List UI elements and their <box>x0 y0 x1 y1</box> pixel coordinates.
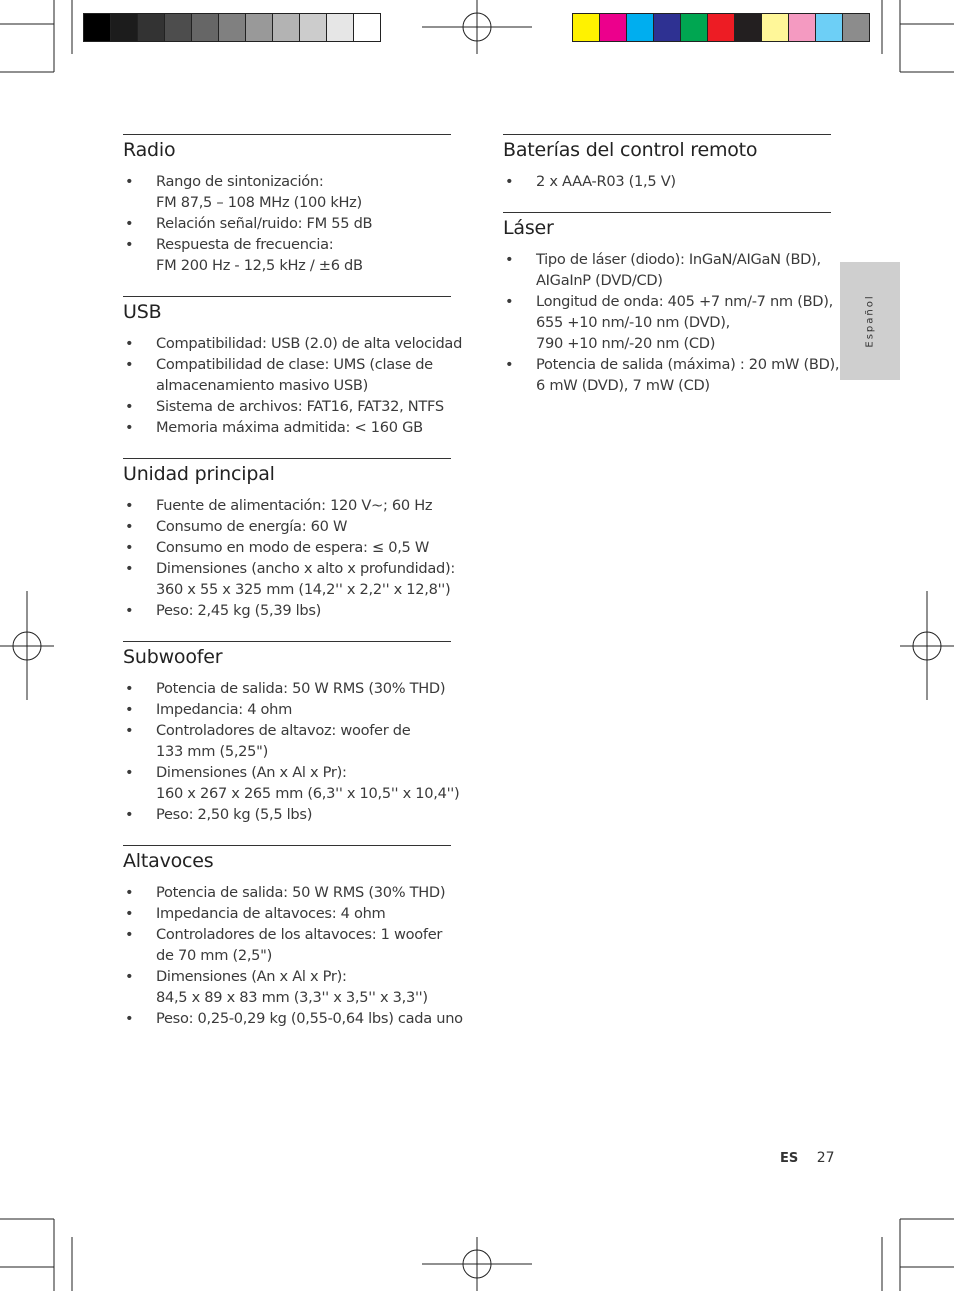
spec-text: Respuesta de frecuencia: <box>156 236 334 253</box>
color-swatch <box>354 14 380 41</box>
section-heading: Subwoofer <box>123 646 223 668</box>
spec-text: Longitud de onda: 405 +7 nm/-7 nm (BD), <box>536 293 833 310</box>
spec-text: Dimensiones (An x Al x Pr): <box>156 764 347 781</box>
spec-section-baterias-del-control-remoto <box>503 134 831 192</box>
bullet-icon: • <box>125 884 134 901</box>
color-swatch <box>84 14 111 41</box>
spec-list-item <box>123 495 451 516</box>
left-column <box>123 134 463 1049</box>
grayscale-calibration-strip <box>83 13 381 42</box>
spec-list-item <box>123 516 451 537</box>
spec-text: Consumo en modo de espera: ≤ 0,5 W <box>156 539 429 556</box>
spec-list-item <box>123 1008 463 1029</box>
bullet-icon: • <box>125 968 134 985</box>
color-swatch <box>762 14 789 41</box>
spec-text: Dimensiones (An x Al x Pr): <box>156 968 347 985</box>
spec-list-item <box>123 720 451 762</box>
color-swatch <box>300 14 327 41</box>
spec-list-item <box>123 924 451 966</box>
color-swatch <box>165 14 192 41</box>
bullet-icon: • <box>125 806 134 823</box>
bullet-icon: • <box>125 419 134 436</box>
color-swatch <box>192 14 219 41</box>
spec-text: Controladores de los altavoces: 1 woofer <box>156 926 443 943</box>
bullet-icon: • <box>125 518 134 535</box>
spec-list-item <box>123 354 451 396</box>
section-heading: Radio <box>123 139 176 161</box>
spec-text: Memoria máxima admitida: < 160 GB <box>156 419 423 436</box>
spec-text: 133 mm (5,25") <box>156 743 268 760</box>
bullet-icon: • <box>125 215 134 232</box>
color-swatch <box>246 14 273 41</box>
bullet-icon: • <box>125 905 134 922</box>
spec-list <box>123 678 460 825</box>
spec-text: Peso: 0,25-0,29 kg (0,55-0,64 lbs) cada uno <box>156 1010 463 1027</box>
spec-text: AIGaInP (DVD/CD) <box>536 272 663 289</box>
spec-section-usb <box>123 296 463 438</box>
spec-list-item <box>503 171 831 192</box>
right-column <box>503 134 840 416</box>
spec-text: 160 x 267 x 265 mm (6,3'' x 10,5'' x 10,4'') <box>156 785 460 802</box>
spec-section-laser <box>503 212 840 396</box>
bullet-icon: • <box>125 497 134 514</box>
bullet-icon: • <box>505 356 514 373</box>
spec-list-item <box>123 213 451 234</box>
section-heading: Láser <box>503 217 554 239</box>
spec-text: FM 87,5 – 108 MHz (100 kHz) <box>156 194 362 211</box>
bullet-icon: • <box>505 173 514 190</box>
spec-text: Peso: 2,50 kg (5,5 lbs) <box>156 806 313 823</box>
color-swatch <box>789 14 816 41</box>
spec-text: Potencia de salida (máxima) : 20 mW (BD), <box>536 356 840 373</box>
color-swatch <box>327 14 354 41</box>
bullet-icon: • <box>505 293 514 310</box>
spec-list-item <box>123 234 451 276</box>
bullet-icon: • <box>125 602 134 619</box>
bullet-icon: • <box>125 680 134 697</box>
spec-list-item <box>123 966 451 1008</box>
spec-list <box>503 171 831 192</box>
color-swatch <box>843 14 869 41</box>
spec-list-item <box>503 354 840 396</box>
spec-text: Dimensiones (ancho x alto x profundidad): <box>156 560 455 577</box>
bullet-icon: • <box>125 539 134 556</box>
spec-text: 6 mW (DVD), 7 mW (CD) <box>536 377 710 394</box>
bullet-icon: • <box>125 356 134 373</box>
spec-text: Controladores de altavoz: woofer de <box>156 722 411 739</box>
color-swatch <box>111 14 138 41</box>
spec-text: Sistema de archivos: FAT16, FAT32, NTFS <box>156 398 444 415</box>
bullet-icon: • <box>505 251 514 268</box>
bullet-icon: • <box>125 701 134 718</box>
spec-text: Tipo de láser (diodo): InGaN/AIGaN (BD), <box>536 251 821 268</box>
spec-section-radio <box>123 134 451 276</box>
spec-list-item <box>123 333 463 354</box>
spec-text: 84,5 x 89 x 83 mm (3,3'' x 3,5'' x 3,3'') <box>156 989 428 1006</box>
spec-text: almacenamiento masivo USB) <box>156 377 369 394</box>
section-heading: USB <box>123 301 162 323</box>
bullet-icon: • <box>125 173 134 190</box>
footer-language-code: ES <box>780 1151 799 1166</box>
spec-list-item <box>503 291 831 354</box>
section-heading: Unidad principal <box>123 463 275 485</box>
spec-list <box>123 882 463 1029</box>
section-heading: Altavoces <box>123 850 214 872</box>
spec-text: Consumo de energía: 60 W <box>156 518 348 535</box>
spec-text: Impedancia: 4 ohm <box>156 701 293 718</box>
spec-text: 655 +10 nm/-10 nm (DVD), <box>536 314 730 331</box>
spec-list-item <box>123 762 460 804</box>
color-swatch <box>627 14 654 41</box>
spec-list-item <box>123 804 451 825</box>
spec-text: 360 x 55 x 325 mm (14,2'' x 2,2'' x 12,8'') <box>156 581 451 598</box>
spec-list-item <box>123 600 451 621</box>
spec-list-item <box>123 417 451 438</box>
spec-list <box>123 495 455 621</box>
spec-text: Rango de sintonización: <box>156 173 324 190</box>
spec-list <box>123 171 451 276</box>
spec-text: Potencia de salida: 50 W RMS (30% THD) <box>156 680 446 697</box>
bullet-icon: • <box>125 722 134 739</box>
color-swatch <box>273 14 300 41</box>
color-calibration-strip <box>572 13 870 42</box>
spec-text: 790 +10 nm/-20 nm (CD) <box>536 335 716 352</box>
color-swatch <box>735 14 762 41</box>
spec-list-item <box>123 699 451 720</box>
spec-list-item <box>123 537 451 558</box>
color-swatch <box>708 14 735 41</box>
section-heading: Baterías del control remoto <box>503 139 758 161</box>
spec-section-subwoofer <box>123 641 460 825</box>
page-number: 27 <box>816 1150 835 1166</box>
spec-text: Compatibilidad: USB (2.0) de alta velocidad <box>156 335 463 352</box>
page-footer <box>780 1150 835 1166</box>
spec-section-altavoces <box>123 845 463 1029</box>
spec-text: Peso: 2,45 kg (5,39 lbs) <box>156 602 322 619</box>
color-swatch <box>573 14 600 41</box>
spec-list-item <box>123 558 455 600</box>
bullet-icon: • <box>125 560 134 577</box>
spec-list-item <box>123 396 451 417</box>
bullet-icon: • <box>125 236 134 253</box>
spec-list-item <box>123 903 451 924</box>
language-side-tab <box>840 262 900 380</box>
language-tab-label: Español <box>864 294 876 348</box>
color-swatch <box>681 14 708 41</box>
color-swatch <box>219 14 246 41</box>
bullet-icon: • <box>125 764 134 781</box>
color-swatch <box>816 14 843 41</box>
spec-list <box>503 249 840 396</box>
spec-list-item <box>123 678 451 699</box>
bullet-icon: • <box>125 1010 134 1027</box>
spec-text: de 70 mm (2,5") <box>156 947 272 964</box>
color-swatch <box>654 14 681 41</box>
spec-text: Potencia de salida: 50 W RMS (30% THD) <box>156 884 446 901</box>
spec-list-item <box>503 249 831 291</box>
color-swatch <box>600 14 627 41</box>
color-swatch <box>138 14 165 41</box>
spec-section-unidad-principal <box>123 458 455 621</box>
spec-text: Relación señal/ruido: FM 55 dB <box>156 215 373 232</box>
spec-text: Impedancia de altavoces: 4 ohm <box>156 905 386 922</box>
spec-text: Fuente de alimentación: 120 V~; 60 Hz <box>156 497 433 514</box>
spec-text: FM 200 Hz - 12,5 kHz / ±6 dB <box>156 257 363 274</box>
spec-list <box>123 333 463 438</box>
bullet-icon: • <box>125 398 134 415</box>
bullet-icon: • <box>125 335 134 352</box>
spec-text: Compatibilidad de clase: UMS (clase de <box>156 356 433 373</box>
spec-list-item <box>123 171 451 213</box>
spec-text: 2 x AAA-R03 (1,5 V) <box>536 173 676 190</box>
spec-list-item <box>123 882 451 903</box>
bullet-icon: • <box>125 926 134 943</box>
